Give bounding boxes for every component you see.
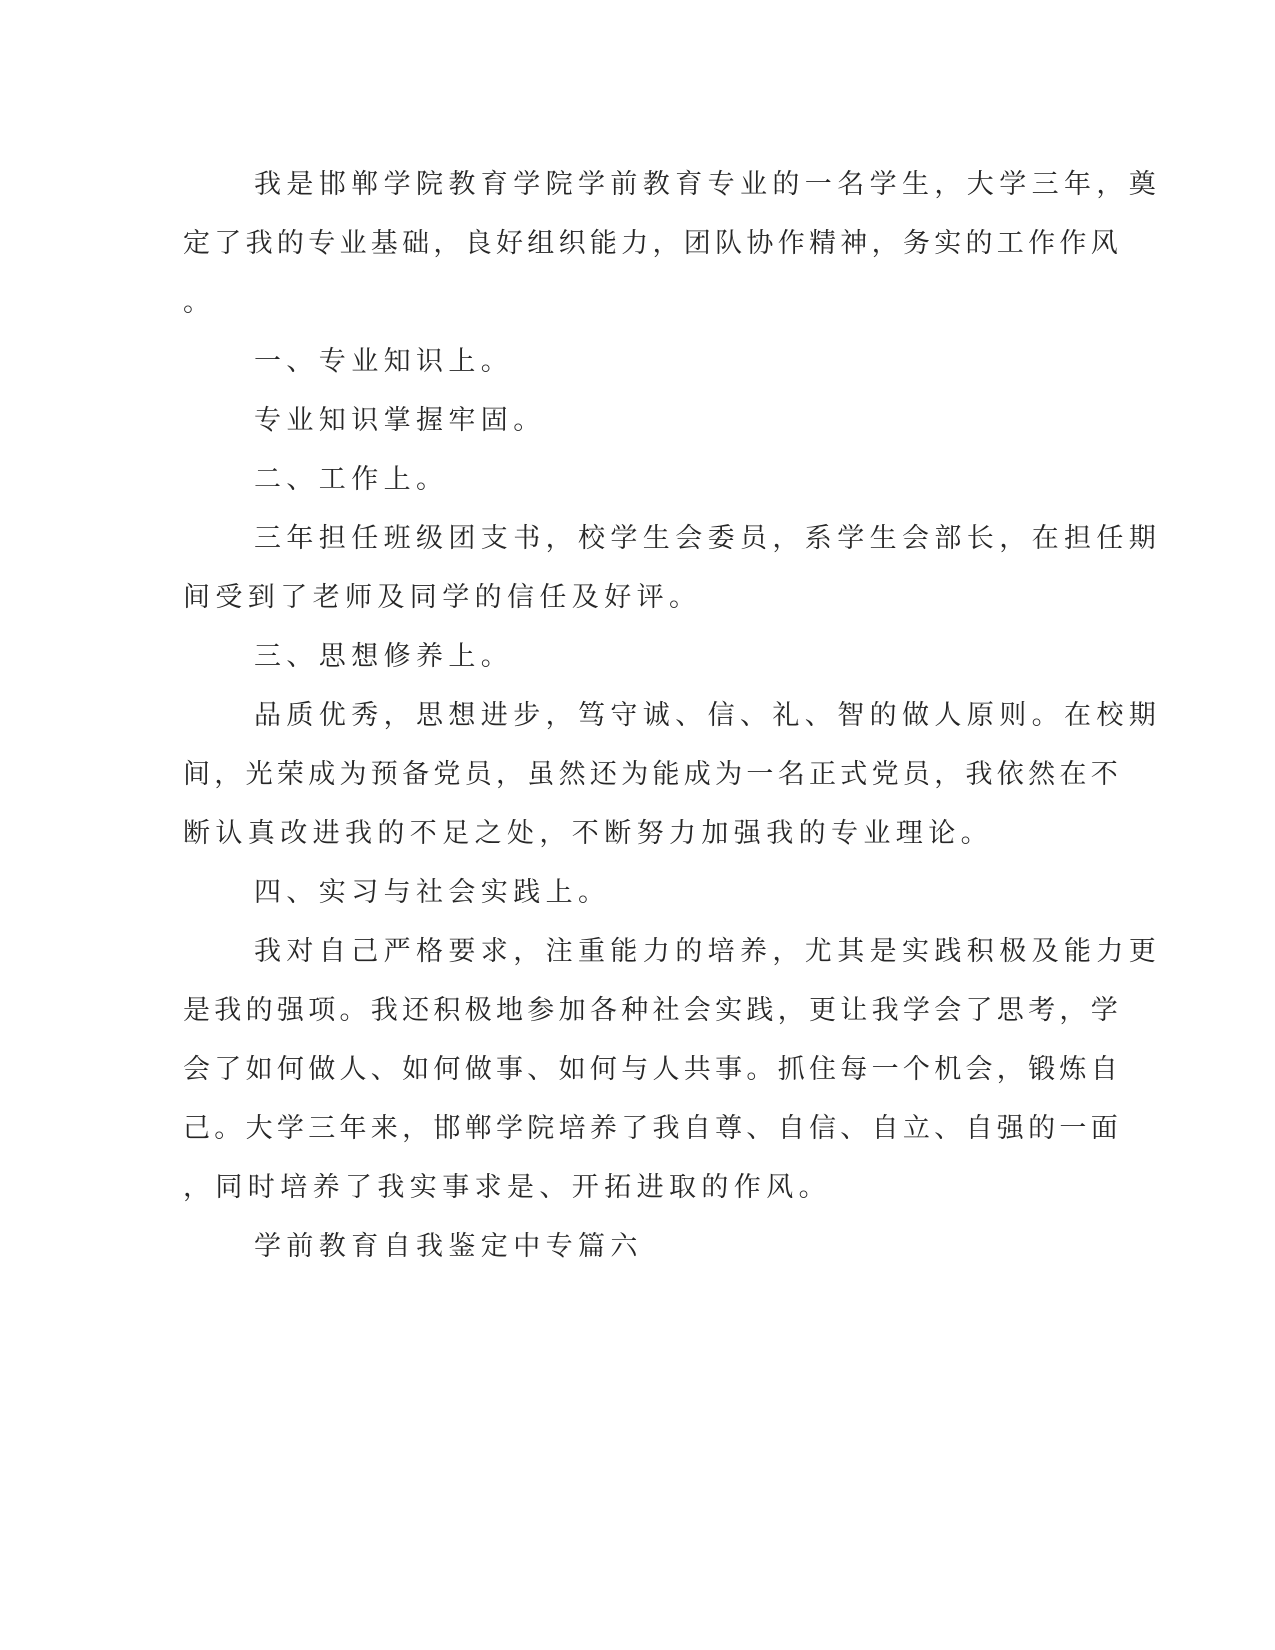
paragraph-practice-line-1: 我对自己严格要求，注重能力的培养，尤其是实践积极及能力更: [254, 936, 1162, 967]
section-heading-practice: 四、实习与社会实践上。: [254, 877, 611, 908]
paragraph-ideology-line-2: 间，光荣成为预备党员，虽然还为能成为一名正式党员，我依然在不: [183, 759, 1122, 790]
paragraph-practice-line-2: 是我的强项。我还积极地参加各种社会实践，更让我学会了思考，学: [183, 995, 1122, 1026]
section-heading-ideology: 三、思想修养上。: [254, 641, 514, 672]
paragraph-intro-line-3: 。: [183, 287, 216, 318]
paragraph-ideology-line-1: 品质优秀，思想进步，笃守诚、信、礼、智的做人原则。在校期: [254, 700, 1162, 731]
paragraph-ideology-line-3: 断认真改进我的不足之处，不断努力加强我的专业理论。: [183, 818, 993, 849]
document-body: [183, 155, 1162, 1276]
paragraph-intro-line-2: 定了我的专业基础，良好组织能力，团队协作精神，务实的工作作风: [183, 228, 1122, 259]
paragraph-work-line-1: 三年担任班级团支书，校学生会委员，系学生会部长，在担任期: [254, 523, 1162, 554]
paragraph-practice-line-5: ，同时培养了我实事求是、开拓进取的作风。: [183, 1172, 831, 1203]
paragraph-practice-line-3: 会了如何做人、如何做事、如何与人共事。抓住每一个机会，锻炼自: [183, 1054, 1122, 1085]
paragraph-intro-line-1: 我是邯郸学院教育学院学前教育专业的一名学生，大学三年，奠: [254, 169, 1162, 200]
next-article-title: 学前教育自我鉴定中专篇六: [254, 1231, 643, 1262]
paragraph-professional-knowledge: 专业知识掌握牢固。: [254, 405, 546, 436]
paragraph-work-line-2: 间受到了老师及同学的信任及好评。: [183, 582, 702, 613]
section-heading-professional-knowledge: 一、专业知识上。: [254, 346, 514, 377]
section-heading-work: 二、工作上。: [254, 464, 449, 495]
paragraph-practice-line-4: 己。大学三年来，邯郸学院培养了我自尊、自信、自立、自强的一面: [183, 1113, 1122, 1144]
